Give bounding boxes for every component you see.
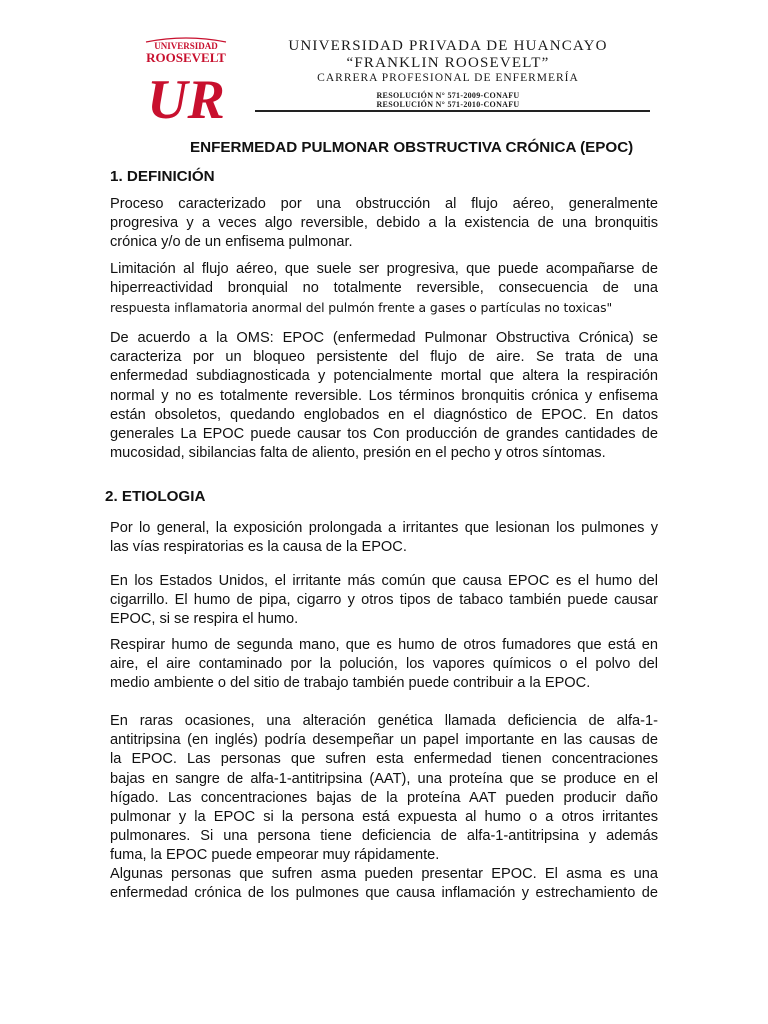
header-university: UNIVERSIDAD PRIVADA DE HUANCAYO	[288, 38, 608, 54]
paragraph-definicion-3	[110, 329, 658, 463]
text-line: cigarrillo. El humo de pipa, cigarro y otros tipos de tabaco también puede causar	[110, 592, 658, 609]
section-heading-definicion: 1. DEFINICIÓN	[110, 168, 215, 185]
text-line: bajas en sangre de alfa-1-antitripsina (AAT), una proteína que se produce en el	[110, 770, 658, 787]
university-logo-graphic	[136, 36, 236, 126]
logo-text-main: ROOSEVELT	[146, 50, 226, 65]
document-title: ENFERMEDAD PULMONAR OBSTRUCTIVA CRÓNICA (EPOC)	[190, 139, 634, 156]
header-name: “FRANKLIN ROOSEVELT”	[346, 55, 550, 71]
paragraph-etiologia-1	[110, 519, 658, 557]
paragraph-etiologia-4	[110, 712, 658, 866]
text-line: medio ambiente o del sitio de trabajo también puede contribuir a la EPOC.	[110, 675, 591, 692]
header-career: CARRERA PROFESIONAL DE ENFERMERÍA	[317, 72, 579, 84]
text-line: respuesta inflamatoria anormal del pulmón frente a gases o partículas no toxicas"	[110, 300, 613, 316]
text-line: Limitación al flujo aéreo, que suele ser progresiva, que puede acompañarse de	[110, 261, 658, 277]
paragraph-etiologia-5	[110, 865, 658, 903]
text-line: caracteriza por un bloqueo persistente del flujo de aire. Se trata de una	[110, 349, 658, 366]
text-line: las vías respiratorias es la causa de la EPOC.	[110, 539, 407, 556]
text-line: Por lo general, la exposición prolongada a irritantes que lesionan los pulmones y	[110, 520, 658, 536]
logo-mark: UR	[147, 69, 225, 126]
text-line: EPOC, si se respira el humo.	[110, 611, 299, 628]
university-logo-icon	[136, 36, 236, 126]
text-line: En raras ocasiones, una alteración genética llamada deficiencia de alfa-1-	[110, 713, 658, 729]
text-line: Proceso caracterizado por una obstrucción al flujo aéreo, generalmente	[110, 196, 658, 212]
text-line: generales La EPOC puede causar tos Con producción de grandes cantidades de	[110, 426, 658, 443]
text-line: Respirar humo de segunda mano, que es humo de otros fumadores que está en	[110, 637, 658, 653]
text-line: enfermedad crónica de los pulmones que causa inflamación y estrechamiento de	[110, 885, 658, 902]
text-line: la EPOC. Las personas que sufren esta enfermedad tienen concentraciones	[110, 751, 658, 768]
text-line: crónica y/o de un enfisema pulmonar.	[110, 234, 353, 251]
text-line: están obsoletos, quedando englobados en el diagnóstico de EPOC. En datos	[110, 406, 658, 423]
paragraph-definicion-1	[110, 195, 658, 253]
logo-text-top: UNIVERSIDAD	[154, 41, 218, 51]
paragraph-etiologia-3	[110, 636, 658, 694]
text-line: pulmonar y la EPOC si la persona está expuesta al humo o a otros irritantes	[110, 809, 658, 826]
text-line: normal y no es totalmente reversible. Los términos bronquitis crónica y enfisema	[110, 387, 658, 404]
text-line: hiperreactividad bronquial no totalmente reversible, consecuencia de una	[110, 280, 658, 297]
text-line: enfermedad subdiagnosticada y potencialmente mortal que altera la respiración	[110, 368, 658, 385]
text-line: Algunas personas que sufren asma pueden presentar EPOC. El asma es una	[110, 866, 658, 882]
text-line: progresiva y a veces algo reversible, debido a la existencia de una bronquitis	[110, 215, 658, 232]
text-line: pulmonares. Si una persona tiene deficiencia de alfa-1-antitripsina y además	[110, 828, 658, 845]
text-line: antitripsina (en inglés) podría desempeñar un papel importante en las causas de	[110, 732, 658, 749]
paragraph-etiologia-2	[110, 572, 658, 630]
header-resolution-2: RESOLUCIÓN N° 571-2010-CONAFU	[376, 100, 520, 109]
text-line: hígado. Las concentraciones bajas de la proteína AAT pueden producir daño	[110, 789, 658, 806]
text-line: En los Estados Unidos, el irritante más común que causa EPOC es el humo del	[110, 573, 658, 589]
text-line: mucosidad, sibilancias falta de aliento, presión en el pecho y otros síntomas.	[110, 445, 606, 462]
section-heading-etiologia: 2. ETIOLOGIA	[105, 488, 206, 505]
text-line: aire, el aire contaminado por la polución, los vapores químicos o el polvo del	[110, 656, 658, 673]
text-line: fuma, la EPOC puede empeorar muy rápidamente.	[110, 847, 440, 864]
header-divider	[255, 110, 650, 112]
text-line: De acuerdo a la OMS: EPOC (enfermedad Pulmonar Obstructiva Crónica) se	[110, 330, 658, 346]
header-resolution-1: RESOLUCIÓN N° 571-2009-CONAFU	[376, 91, 520, 100]
paragraph-definicion-2	[110, 260, 658, 318]
